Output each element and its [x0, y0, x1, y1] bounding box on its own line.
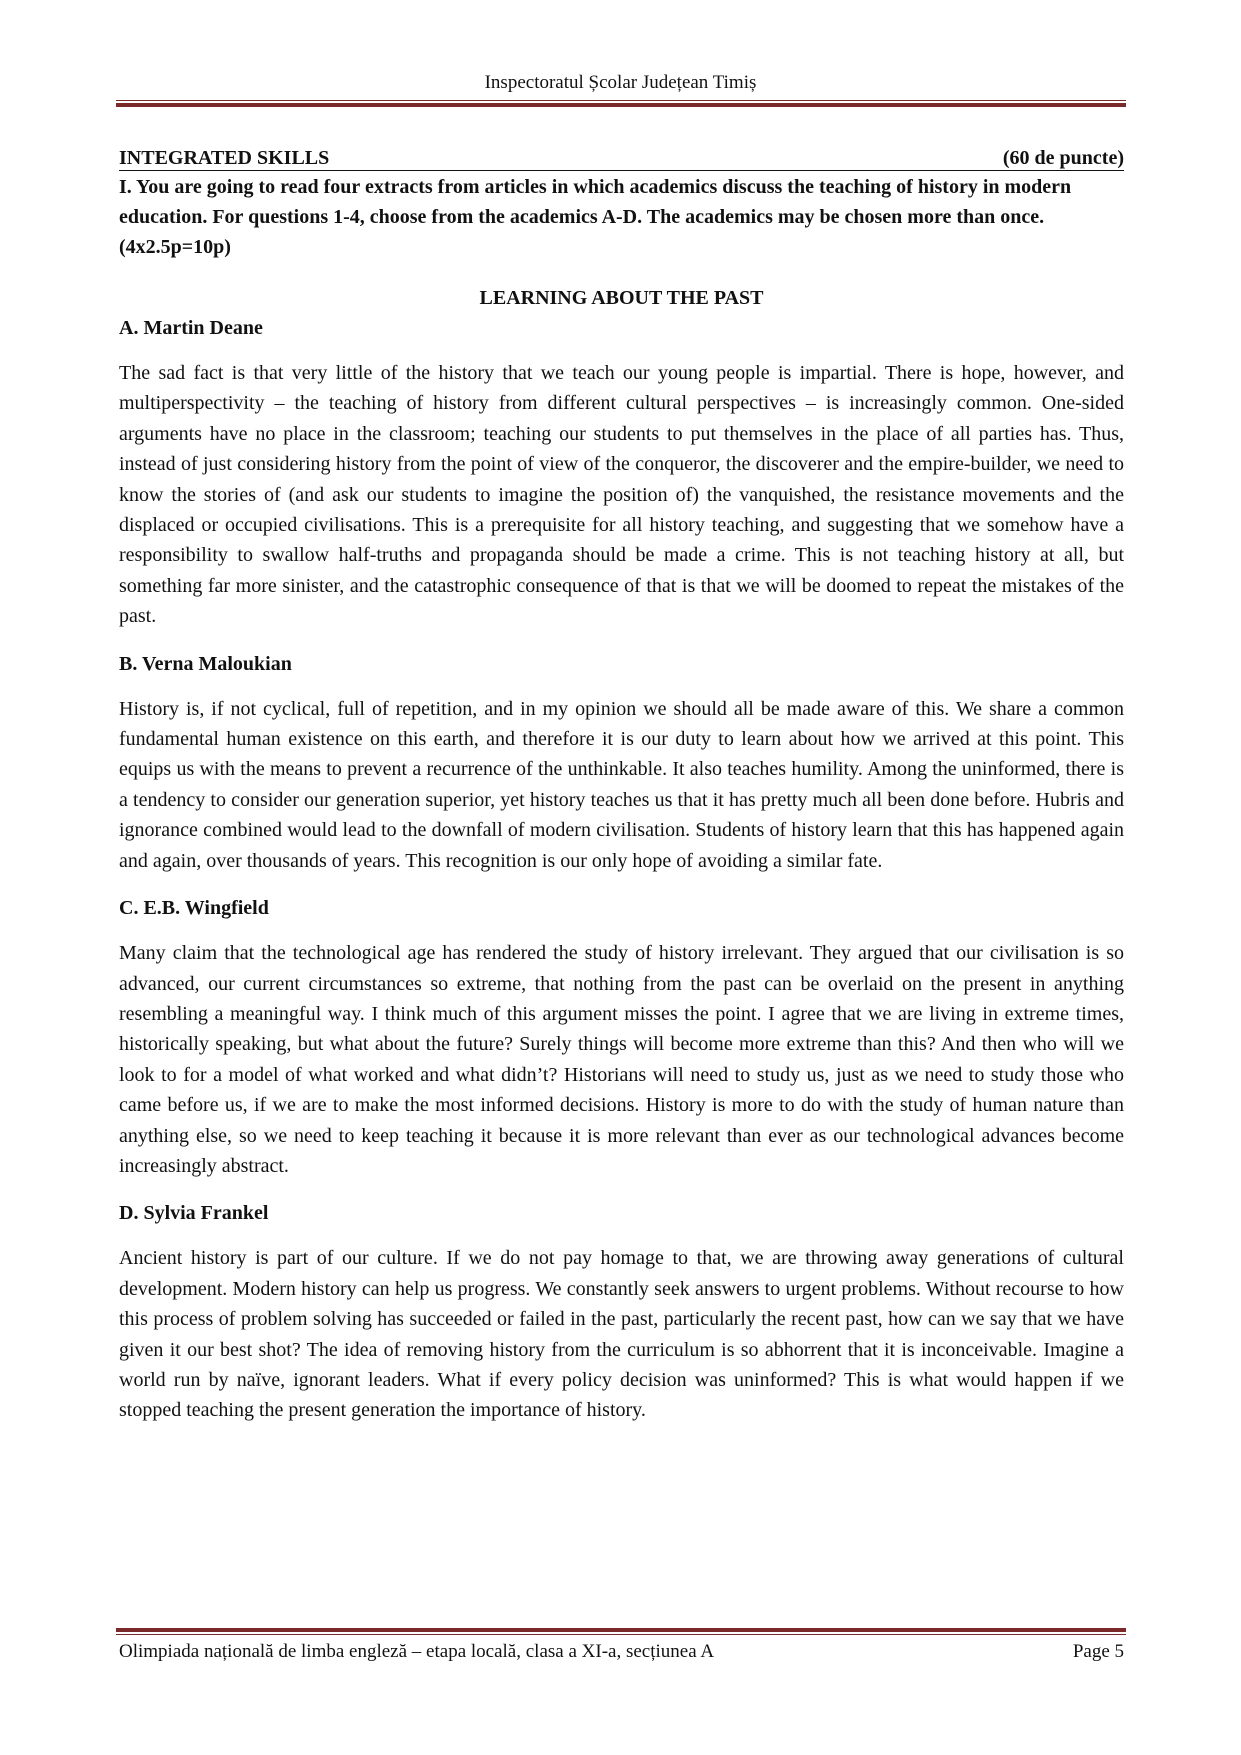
header-rule-thick [116, 103, 1126, 107]
extract-text: History is, if not cyclical, full of repetition, and in my opinion we should all be made aware of this. We share a common fundamental human existence on this earth, and therefore it is our duty to learn about how we arrived at this point. This equips us with the means to prevent a recurrence of the unthinkable. It also teaches humility. Among the uninformed, there is a tendency to consider our generation superior, yet history teaches us that it has pretty much all been done before. Hubris and ignorance combined would lead to the downfall of modern civilisation. Students of history learn that this has happened again and again, over thousands of years. This recognition is our only hope of avoiding a similar fate. [119, 697, 1124, 872]
section-title: INTEGRATED SKILLS [119, 147, 330, 169]
extract-text: Many claim that the technological age has rendered the study of history irrelevant. They argued that our civilisation is so advanced, our current circumstances so extreme, that nothing from the past can be overlaid on the present in anything resembling a meaningful way. I think much of this argument misses the point. I agree that we are living in extreme times, historically speaking, but what about the future? Surely things will become more extreme than this? And then who will we look to for a model of what worked and what didn’t? Historians will need to study us, just as we need to study those who came before us, if we are to make the most informed decisions. History is more to do with the study of human nature than anything else, so we need to keep teaching it because it is more relevant than ever as our technological advances become increasingly abstract. [119, 942, 1124, 1177]
extract-author: D. Sylvia Frankel [119, 1202, 269, 1225]
task-instructions: I. You are going to read four extracts from articles in which academics discuss the teaching of history in modern education. For questions 1-4, choose from the academics A-D. The academics may be chosen more than once. (4x2.5p=10p) [119, 176, 1072, 258]
page-header: Inspectoratul Școlar Județean Timiș [484, 72, 757, 93]
section-heading [119, 146, 1124, 171]
header-rule-thin [116, 100, 1126, 101]
page-footer [119, 1640, 1124, 1664]
extract-text: Ancient history is part of our culture. If we do not pay homage to that, we are throwing away generations of cultural development. Modern history can help us progress. We constantly seek answers to urgent problems. Without recourse to how this process of problem solving has succeeded or failed in the past, particularly the recent past, how can we say that we have given it our best shot? The idea of removing history from the curriculum is so abhorrent that it is inconceivable. Imagine a world run by naïve, ignorant leaders. What if every policy decision was uninformed? This is what would happen if we stopped teaching the present generation the importance of history. [119, 1247, 1124, 1422]
footer-text: Olimpiada națională de limba engleză – etapa locală, clasa a XI-a, secțiunea A [119, 1641, 715, 1662]
footer-rule-thin [116, 1634, 1126, 1635]
extract-text: The sad fact is that very little of the history that we teach our young people is impartial. There is hope, however, and multiperspectivity – the teaching of history from different cultural perspectives – is increasingly common. One-sided arguments have no place in the classroom; teaching our students to put themselves in the place of all parties has. Thus, instead of just considering history from the point of view of the conqueror, the discoverer and the empire-builder, we need to know the stories of (and ask our students to imagine the position of) the vanquished, the resistance movements and the displaced or occupied civilisations. This is a prerequisite for all history teaching, and suggesting that we somehow have a responsibility to swallow half-truths and propaganda should be made a crime. This is not teaching history at all, but something far more sinister, and the catastrophic consequence of that is that we will be doomed to repeat the mistakes of the past. [119, 362, 1124, 628]
reading-title: LEARNING ABOUT THE PAST [479, 287, 764, 309]
footer-rule [116, 1628, 1126, 1635]
extract-author: B. Verna Maloukian [119, 652, 292, 675]
footer-rule-thick [116, 1628, 1126, 1632]
extract-author: C. E.B. Wingfield [119, 897, 269, 920]
section-points: (60 de puncte) [1002, 147, 1124, 169]
header-rule [116, 100, 1126, 107]
extract-author: A. Martin Deane [119, 317, 263, 339]
page-content [119, 146, 1124, 1426]
page-number: Page 5 [1072, 1641, 1124, 1662]
